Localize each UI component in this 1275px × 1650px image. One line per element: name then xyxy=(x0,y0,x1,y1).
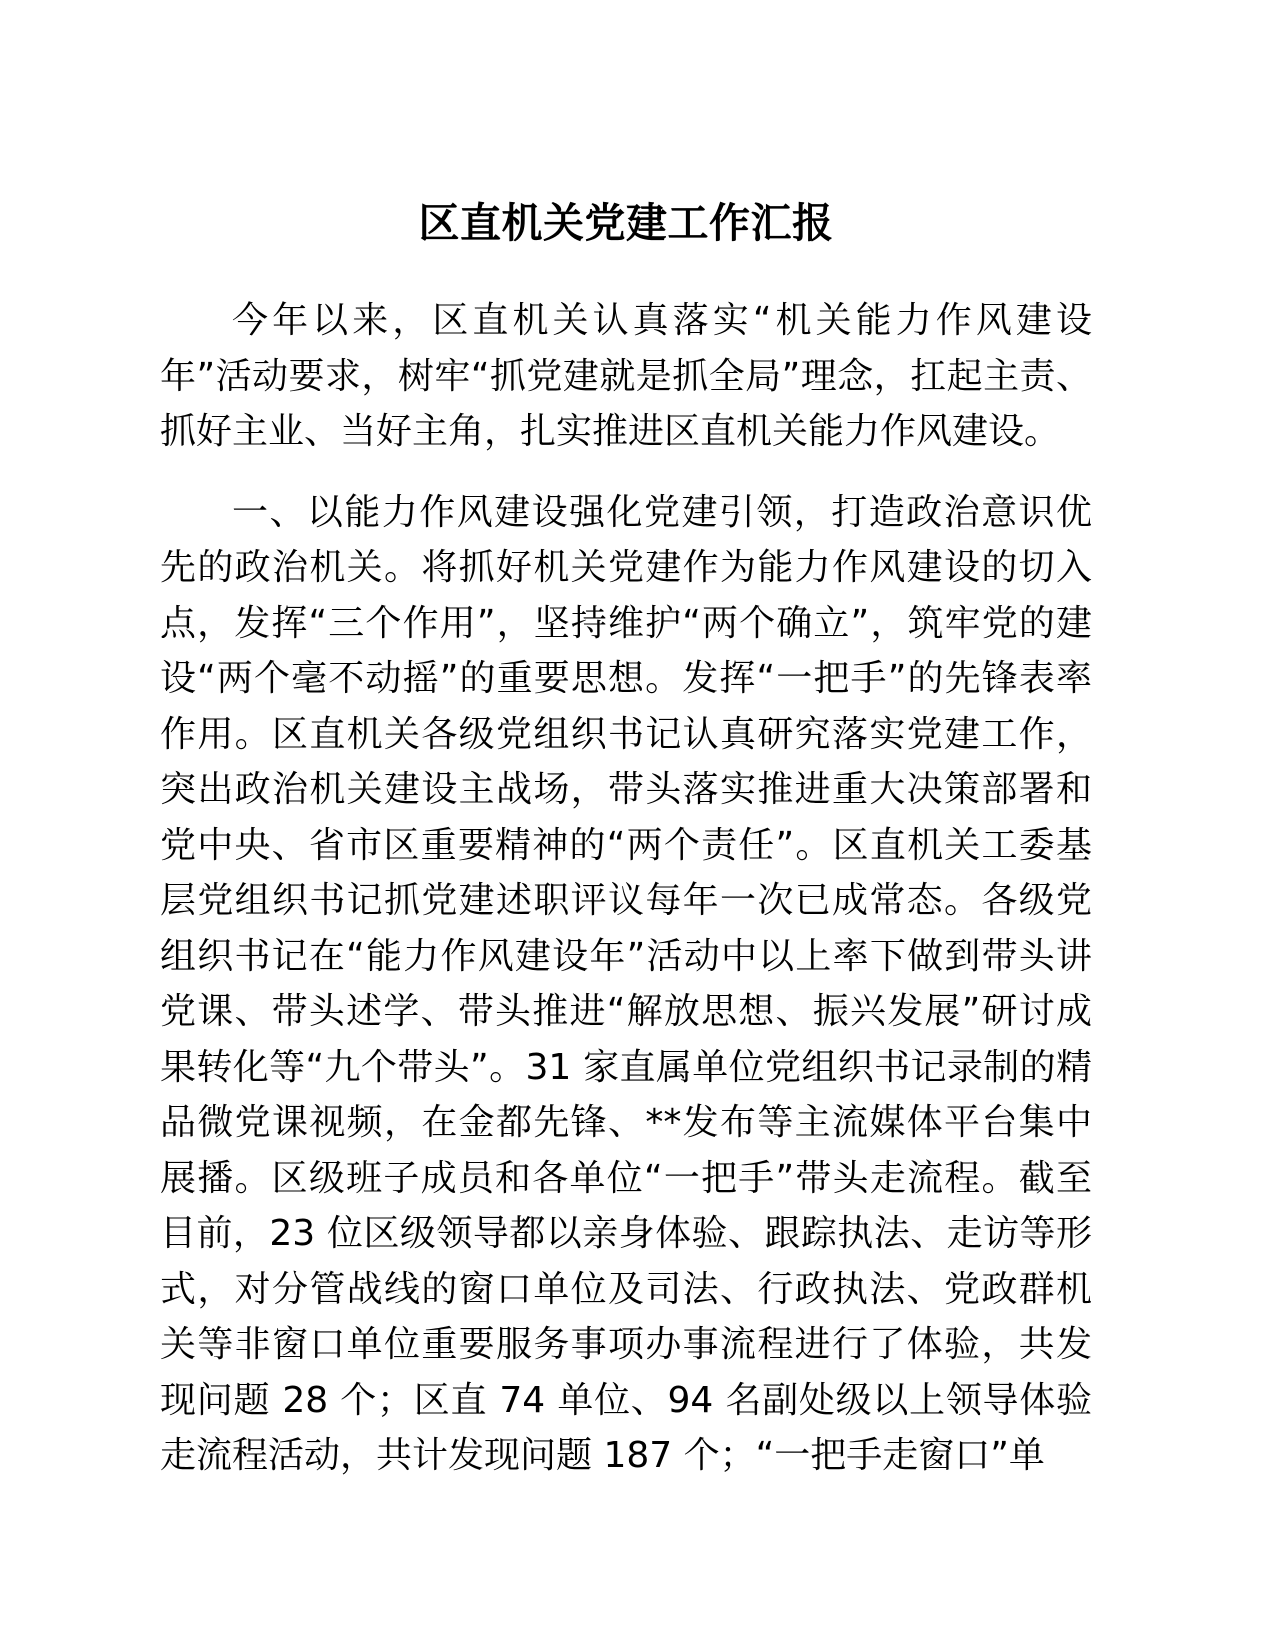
paragraph-intro: 今年以来，区直机关认真落实“机关能力作风建设年”活动要求，树牢“抓党建就是抓全局”理念，扛起主责、抓好主业、当好主角，扎实推进区直机关能力作风建设。 xyxy=(160,300,1092,453)
page-title: 区直机关党建工作汇报 xyxy=(418,199,834,247)
document-body xyxy=(160,0,1092,1484)
paragraph-section-one: 一、以能力作风建设强化党建引领，打造政治意识优先的政治机关。将抓好机关党建作为能力作风建设的切入点，发挥“三个作用”，坚持维护“两个确立”，筑牢党的建设“两个毫不动摇”的重要思想。发挥“一把手”的先锋表率作用。区直机关各级党组织书记认真研究落实党建工作，突出政治机关建设主战场，带头落实推进重大决策部署和党中央、省市区重要精神的“两个责任”。区直机关工委基层党组织书记抓党建述职评议每年一次已成常态。各级党组织书记在“能力作风建设年”活动中以上率下做到带头讲党课、带头述学、带头推进“解放思想、振兴发展”研讨成果转化等“九个带头”。31 家直属单位党组织书记录制的精品微党课视频，在金都先锋、**发布等主流媒体平台集中展播。区级班子成员和各单位“一把手”带头走流程。截至目前，23 位区级领导都以亲身体验、跟踪执法、走访等形式，对分管战线的窗口单位及司法、行政执法、党政群机关等非窗口单位重要服务事项办事流程进行了体验，共发现问题 28 个；区直 74 单位、94 名副处级以上领导体验走流程活动，共计发现问题 187 个；“一把手走窗口”单 xyxy=(160,491,1092,1477)
